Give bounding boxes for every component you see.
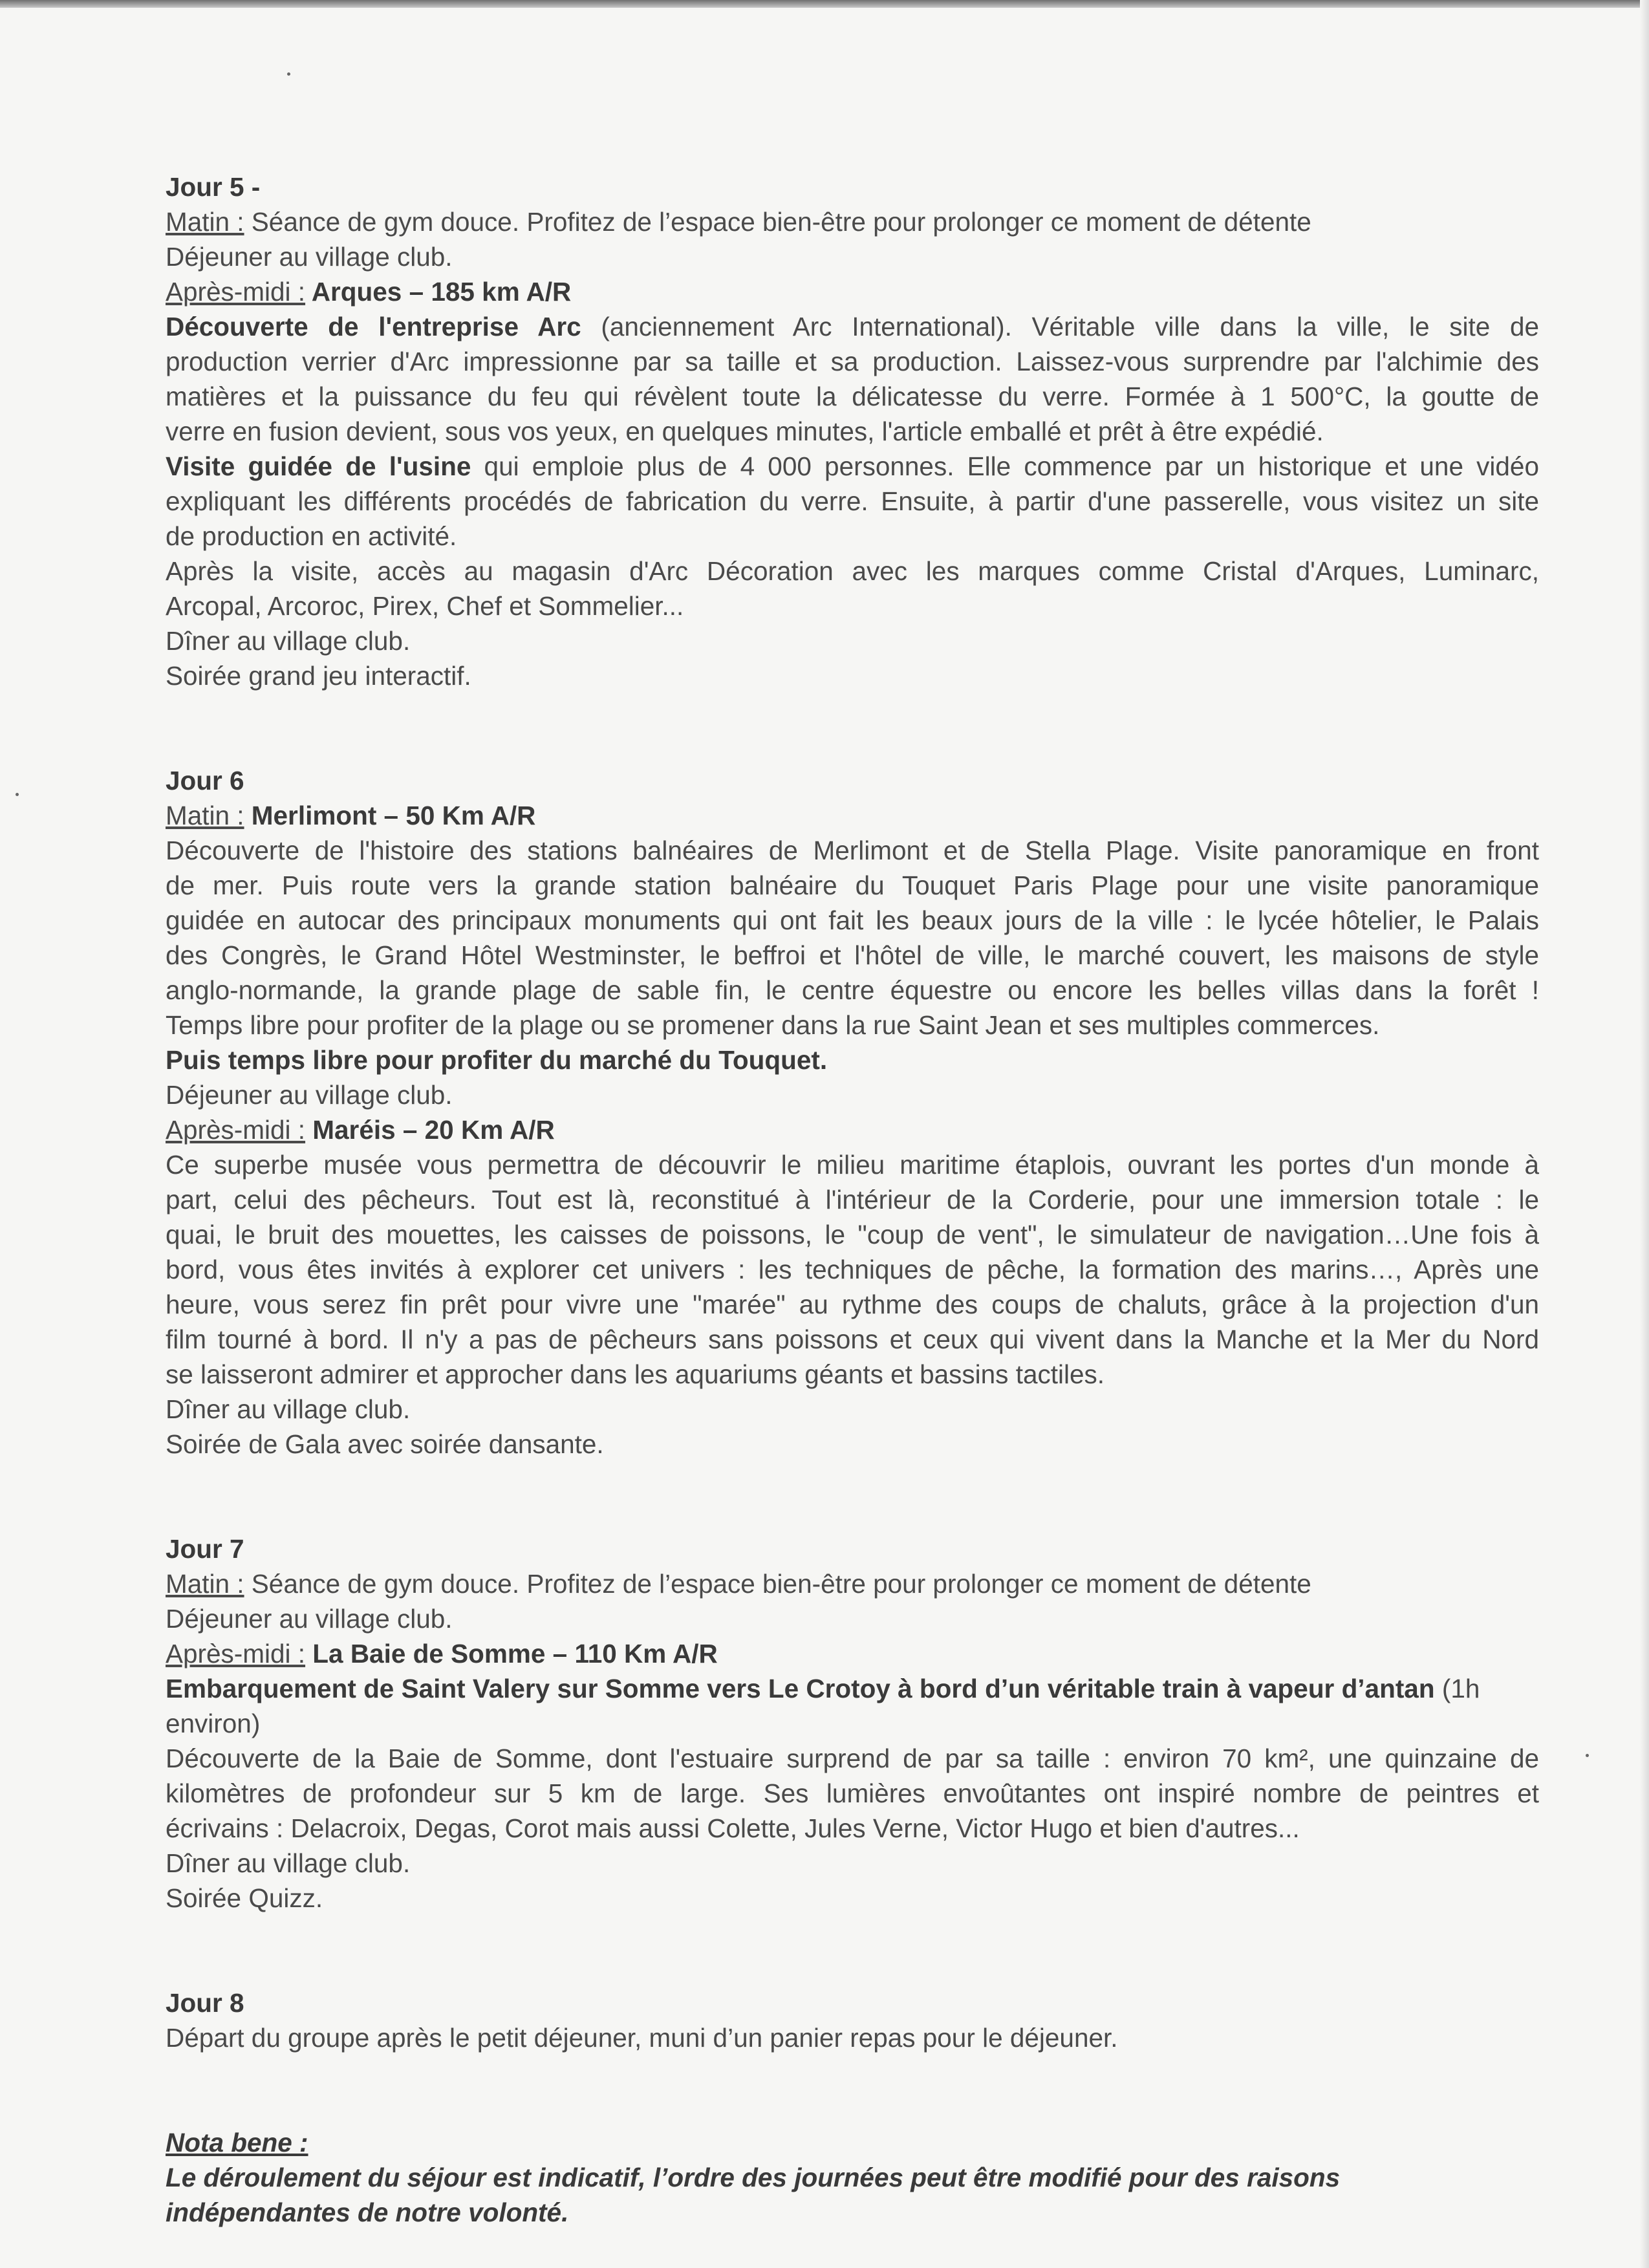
- steam-train-heading: Embarquement de Saint Valery sur Somme vers Le Crotoy à bord d’un véritable train à vapeur d’antan: [166, 1674, 1435, 1703]
- day-8-section: [166, 1985, 1539, 2055]
- factory-visit-heading: Visite guidée de l'usine: [166, 451, 471, 481]
- day-6-paragraph-line: bord, vous êtes invités à explorer cet univers : les techniques de pêche, la formation des marins…, Après une: [166, 1255, 1539, 1284]
- day-7-morning: [166, 1566, 1539, 1601]
- scan-right-edge: [1640, 0, 1649, 2268]
- day-6-paragraph-line: des Congrès, le Grand Hôtel Westminster, le beffroi et l'hôtel de ville, le marché couvert, les maisons de style: [166, 940, 1539, 970]
- day-7-evening: Soirée Quizz.: [166, 1883, 323, 1913]
- section-spacer: [166, 2055, 1539, 2125]
- scan-speck: [16, 793, 19, 796]
- day-6-paragraph-line: Ce superbe musée vous permettra de découvrir le milieu maritime étaplois, ouvrant les portes d'un monde à: [166, 1150, 1539, 1180]
- day-5-evening: Soirée grand jeu interactif.: [166, 661, 471, 691]
- day-6-market-note: Puis temps libre pour profiter du marché du Touquet.: [166, 1045, 828, 1075]
- day-6-paragraph-line: se laisseront admirer et approcher dans les aquariums géants et bassins tactiles.: [166, 1359, 1105, 1389]
- morning-text: Séance de gym douce. Profitez de l’espace bien-être pour prolonger ce moment de détente: [244, 1569, 1311, 1599]
- day-5-paragraph-line: Arcopal, Arcoroc, Pirex, Chef et Sommelier...: [166, 591, 684, 621]
- day-8-text: Départ du groupe après le petit déjeuner, muni d’un panier repas pour le déjeuner.: [166, 2023, 1118, 2053]
- morning-label: Matin :: [166, 801, 244, 830]
- afternoon-label: Après-midi :: [166, 1115, 306, 1145]
- day-6-paragraph-line: guidée en autocar des principaux monuments qui ont fait les beaux jours de la ville : le lycée hôtelier, le Palais: [166, 905, 1539, 935]
- day-6-paragraph-line: Temps libre pour profiter de la plage ou se promener dans la rue Saint Jean et ses multiples commerces.: [166, 1010, 1380, 1040]
- section-spacer: [166, 1462, 1539, 1531]
- morning-text: Séance de gym douce. Profitez de l’espace bien-être pour prolonger ce moment de détente: [244, 207, 1311, 237]
- day-6-paragraph-line: heure, vous serez fin prêt pour vivre une "marée" au rythme des coups de chaluts, grâce à la projection d'un: [166, 1290, 1539, 1319]
- afternoon-label: Après-midi :: [166, 277, 306, 307]
- scan-speck: [287, 72, 290, 76]
- morning-label: Matin :: [166, 207, 244, 237]
- day-6-section: [166, 763, 1539, 1462]
- day-6-paragraph-line: quai, le bruit des mouettes, les caisses de poissons, le "coup de vent", le simulateur de navigation…Une fois à: [166, 1220, 1539, 1249]
- day-7-section: [166, 1531, 1539, 1916]
- nota-bene-line: indépendantes de notre volonté.: [166, 2198, 569, 2227]
- day-5-paragraph-line: de production en activité.: [166, 521, 457, 551]
- nota-bene-line: Le déroulement du séjour est indicatif, l’ordre des journées peut être modifié pour des raisons: [166, 2163, 1341, 2192]
- day-6-paragraph-line: film tourné à bord. Il n'y a pas de pêcheurs sans poissons et ceux qui vivent dans la Manche et la Mer du Nord: [166, 1324, 1539, 1354]
- afternoon-place: La Baie de Somme – 110 Km A/R: [305, 1639, 718, 1669]
- afternoon-place: Arques – 185 km A/R: [305, 277, 572, 307]
- nota-bene-section: [166, 2125, 1539, 2230]
- day-6-paragraph-line: Découverte de l'histoire des stations balnéaires de Merlimont et de Stella Plage. Visite panoramique en front: [166, 836, 1539, 865]
- day-6-paragraph-line: de mer. Puis route vers la grande station balnéaire du Touquet Paris Plage pour une visite panoramique: [166, 870, 1539, 900]
- day-8-title: Jour 8: [166, 1988, 244, 2018]
- day-5-paragraph-line: production verrier d'Arc impressionne par sa taille et sa production. Laissez-vous surprendre par l'alchimie des: [166, 347, 1539, 376]
- day-5-morning: [166, 204, 1539, 239]
- scan-top-edge: [0, 0, 1649, 8]
- day-7-lunch: Déjeuner au village club.: [166, 1604, 453, 1634]
- day-7-boarding: Embarquement de Saint Valery sur Somme vers Le Crotoy à bord d’un véritable train à vapeur d’antan (1h: [166, 1674, 1480, 1703]
- morning-place: Merlimont – 50 Km A/R: [244, 801, 536, 830]
- day-5-paragraph-line: matières et la puissance du feu qui révèlent toute la délicatesse du verre. Formée à 1 500°C, la goutte de: [166, 382, 1539, 411]
- day-6-dinner: Dîner au village club.: [166, 1394, 411, 1424]
- day-5-section: [166, 169, 1539, 693]
- day-6-afternoon: [166, 1112, 1539, 1147]
- day-5-paragraph-line: Visite guidée de l'usine qui emploie plus de 4 000 personnes. Elle commence par un historique et une vidéo: [166, 451, 1539, 481]
- section-spacer: [166, 693, 1539, 763]
- day-7-paragraph-line: kilomètres de profondeur sur 5 km de large. Ses lumières envoûtantes ont inspiré nombre de peintres et: [166, 1778, 1539, 1808]
- afternoon-place: Maréis – 20 Km A/R: [305, 1115, 555, 1145]
- day-6-paragraph-line: anglo-normande, la grande plage de sable fin, le centre équestre ou encore les belles villas dans la forêt !: [166, 975, 1539, 1005]
- day-6-paragraph-line: part, celui des pêcheurs. Tout est là, reconstitué à l'intérieur de la Corderie, pour une immersion totale : le: [166, 1185, 1539, 1215]
- day-5-afternoon: [166, 274, 1539, 309]
- day-5-paragraph-line: verre en fusion devient, sous vos yeux, en quelques minutes, l'article emballé et prêt à être expédié.: [166, 416, 1324, 446]
- afternoon-label: Après-midi :: [166, 1639, 306, 1669]
- day-5-paragraph-line: expliquant les différents procédés de fabrication du verre. Ensuite, à partir d'une passerelle, vous visitez un site: [166, 486, 1539, 516]
- itinerary-document: [166, 169, 1539, 2230]
- day-5-title: Jour 5 -: [166, 172, 261, 202]
- day-5-paragraph-line: Découverte de l'entreprise Arc (anciennement Arc International). Véritable ville dans la ville, le site de: [166, 312, 1539, 341]
- arc-company-heading: Découverte de l'entreprise Arc: [166, 312, 581, 341]
- day-7-title: Jour 7: [166, 1534, 244, 1564]
- day-7-paragraph-line: Découverte de la Baie de Somme, dont l'estuaire surprend de par sa taille : environ 70 km², une quinzaine de: [166, 1744, 1539, 1773]
- day-7-dinner: Dîner au village club.: [166, 1848, 411, 1878]
- nota-bene-title: Nota bene :: [166, 2128, 308, 2157]
- day-6-morning: [166, 798, 1539, 833]
- day-6-title: Jour 6: [166, 766, 244, 795]
- day-7-boarding-duration: environ): [166, 1709, 261, 1738]
- day-6-evening: Soirée de Gala avec soirée dansante.: [166, 1429, 604, 1459]
- day-5-lunch: Déjeuner au village club.: [166, 242, 453, 272]
- day-5-dinner: Dîner au village club.: [166, 626, 411, 656]
- day-6-lunch: Déjeuner au village club.: [166, 1080, 453, 1110]
- day-7-afternoon: [166, 1636, 1539, 1671]
- day-5-paragraph-line: Après la visite, accès au magasin d'Arc Décoration avec les marques comme Cristal d'Arques, Luminarc,: [166, 556, 1539, 586]
- scan-speck: [1586, 1754, 1589, 1757]
- day-7-paragraph-line: écrivains : Delacroix, Degas, Corot mais aussi Colette, Jules Verne, Victor Hugo et bien d'autres...: [166, 1813, 1300, 1843]
- section-spacer: [166, 1916, 1539, 1985]
- morning-label: Matin :: [166, 1569, 244, 1599]
